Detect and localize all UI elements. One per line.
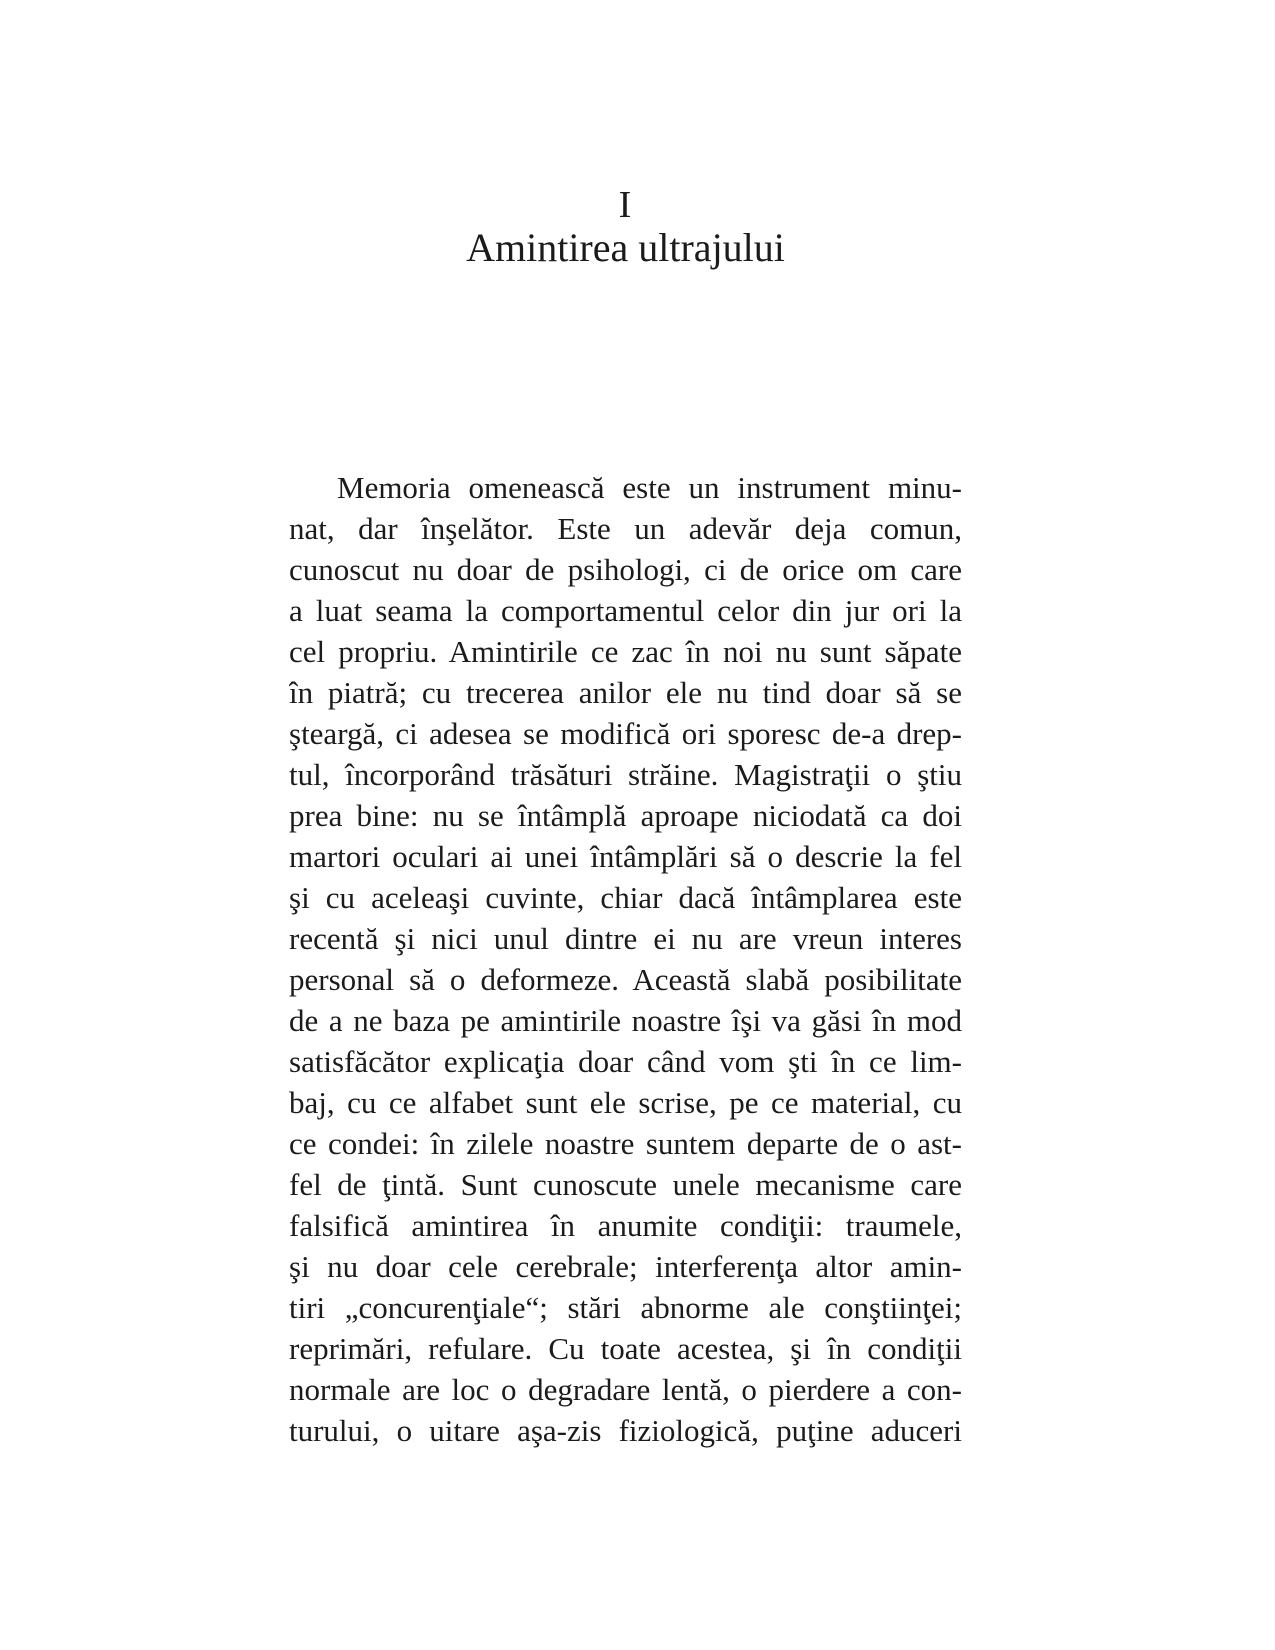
text-line: recentă şi nici unul dintre ei nu are vreun interes [289,921,962,956]
text-line: falsifică amintirea în anumite condiţii: traumele, [289,1208,962,1243]
text-line: şi nu doar cele cerebrale; interferenţa altor amin- [289,1249,962,1284]
text-line: în piatră; cu trecerea anilor ele nu tind doar să se [289,675,962,710]
text-line: de a ne baza pe amintirile noastre îşi va găsi în mod [289,1003,962,1038]
text-line: nat, dar înşelător. Este un adevăr deja comun, [289,511,962,546]
text-line: ce condei: în zilele noastre suntem departe de o ast- [289,1126,962,1161]
text-line: tul, încorporând trăsături străine. Magistraţii o ştiu [289,757,962,792]
text-line: şi cu aceleaşi cuvinte, chiar dacă întâmplarea este [289,880,962,915]
text-line: turului, o uitare aşa-zis fiziologică, puţine aduceri [289,1413,962,1448]
text-line: reprimări, refulare. Cu toate acestea, şi în condiţii [289,1331,962,1366]
text-line: satisfăcător explicaţia doar când vom şti în ce lim- [289,1044,962,1079]
text-line: fel de ţintă. Sunt cunoscute unele mecanisme care [289,1167,962,1202]
page-title: Amintirea ultrajului [466,225,785,270]
text-line: martori oculari ai unei întâmplări să o descrie la fel [289,839,962,874]
paragraph [289,467,962,1451]
text-line: a luat seama la comportamentul celor din jur ori la [289,593,962,628]
text-line: cel propriu. Amintirile ce zac în noi nu sunt săpate [289,634,962,669]
text-line: cunoscut nu doar de psihologi, ci de orice om care [289,552,962,587]
text-line: tiri „concurenţiale“; stări abnorme ale conştiinţei; [289,1290,962,1325]
text-line: personal să o deformeze. Această slabă posibilitate [289,962,962,997]
text-line: baj, cu ce alfabet sunt ele scrise, pe ce material, cu [289,1085,962,1120]
text-line: normale are loc o degradare lentă, o pierdere a con- [289,1372,962,1407]
text-line: Memoria omenească este un instrument minu- [337,470,962,505]
chapter-number: I [618,184,633,226]
text-line: şteargă, ci adesea se modifică ori sporesc de-a drep- [289,716,962,751]
text-line: prea bine: nu se întâmplă aproape niciodată ca doi [289,798,962,833]
